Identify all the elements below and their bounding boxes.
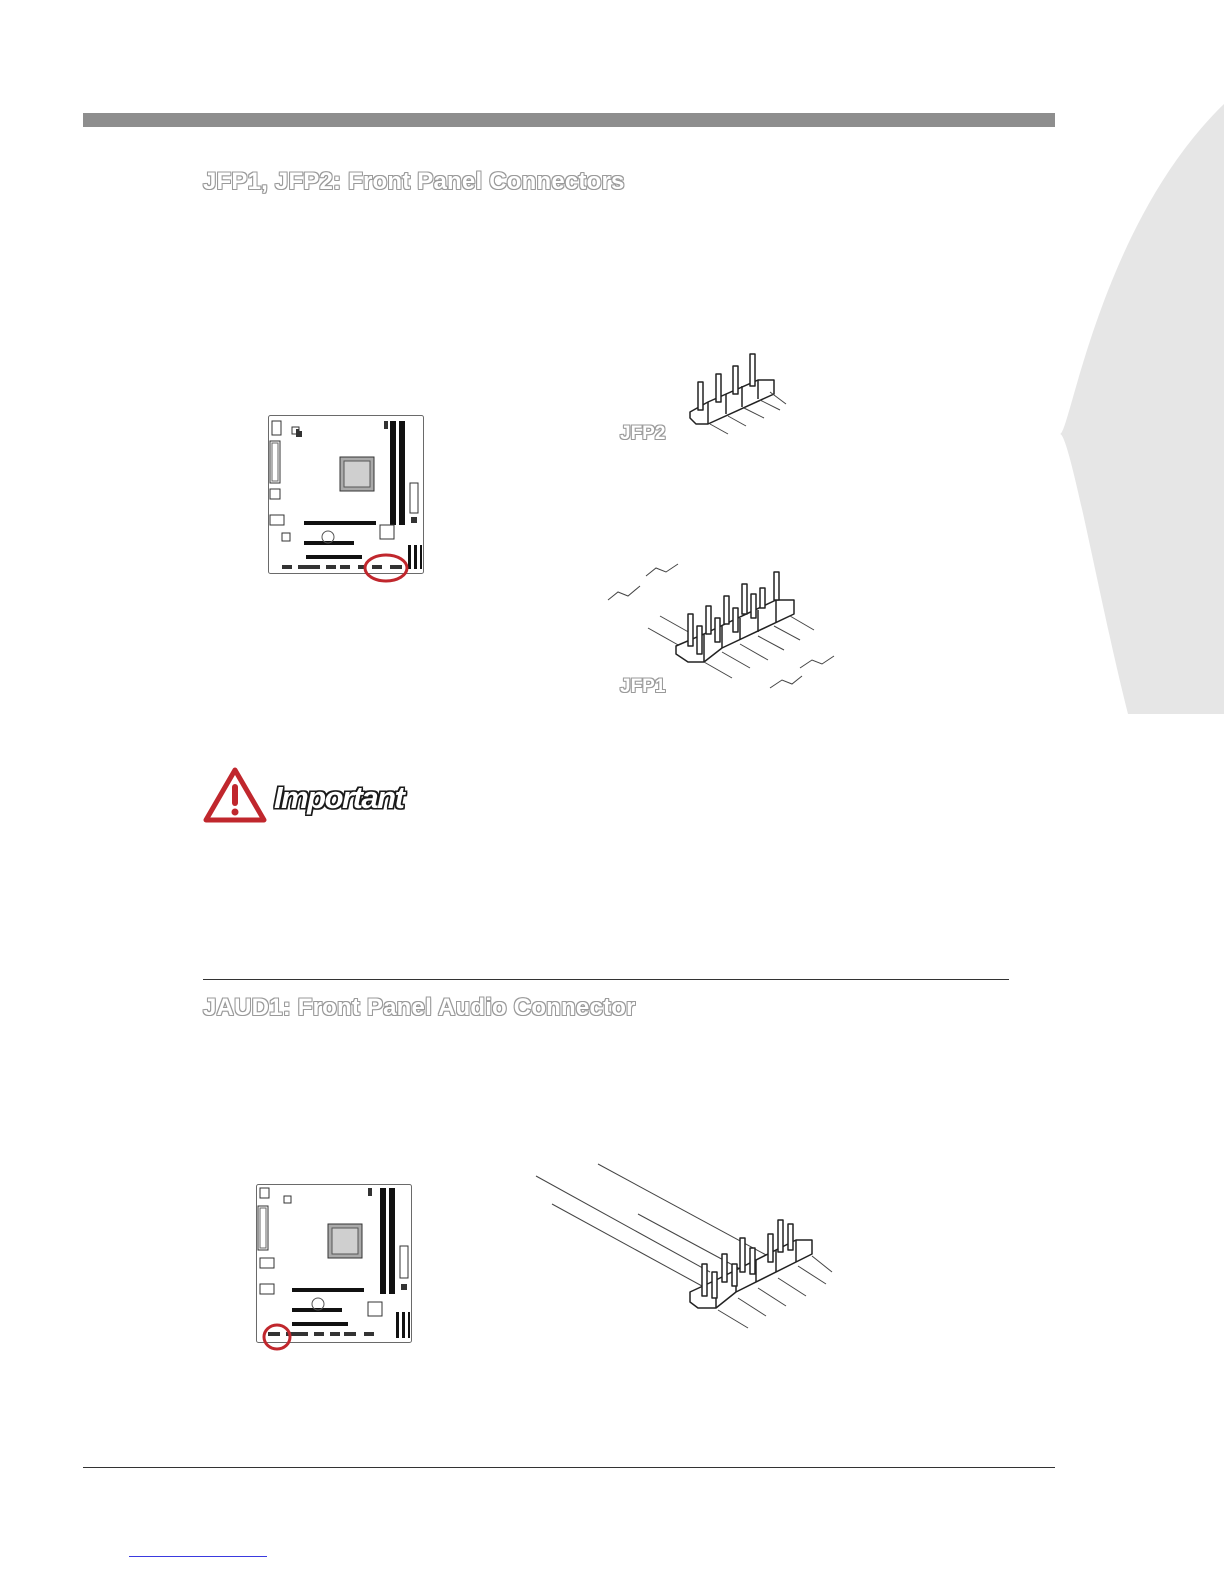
footer-link-underline[interactable] bbox=[129, 1556, 267, 1557]
section-title-front-panel: JFP1, JFP2: Front Panel Connectors bbox=[203, 168, 625, 195]
jfp1-label: JFP1 bbox=[620, 676, 666, 697]
jfp2-label: JFP2 bbox=[620, 423, 666, 444]
jfp2-connector-diagram bbox=[688, 352, 798, 442]
jfp1-connector-diagram bbox=[604, 560, 844, 710]
footer-rule bbox=[83, 1467, 1055, 1468]
section-title-audio: JAUD1: Front Panel Audio Connector bbox=[203, 994, 636, 1021]
chapter-side-tab bbox=[1060, 104, 1224, 714]
jaud1-connector-diagram bbox=[532, 1160, 842, 1340]
highlight-circle-jaud bbox=[262, 1322, 294, 1352]
warning-triangle-icon bbox=[202, 766, 268, 824]
highlight-circle-jfp bbox=[363, 553, 411, 583]
important-label: Important bbox=[274, 780, 404, 815]
header-bar bbox=[83, 113, 1055, 127]
section-divider bbox=[203, 979, 1009, 980]
